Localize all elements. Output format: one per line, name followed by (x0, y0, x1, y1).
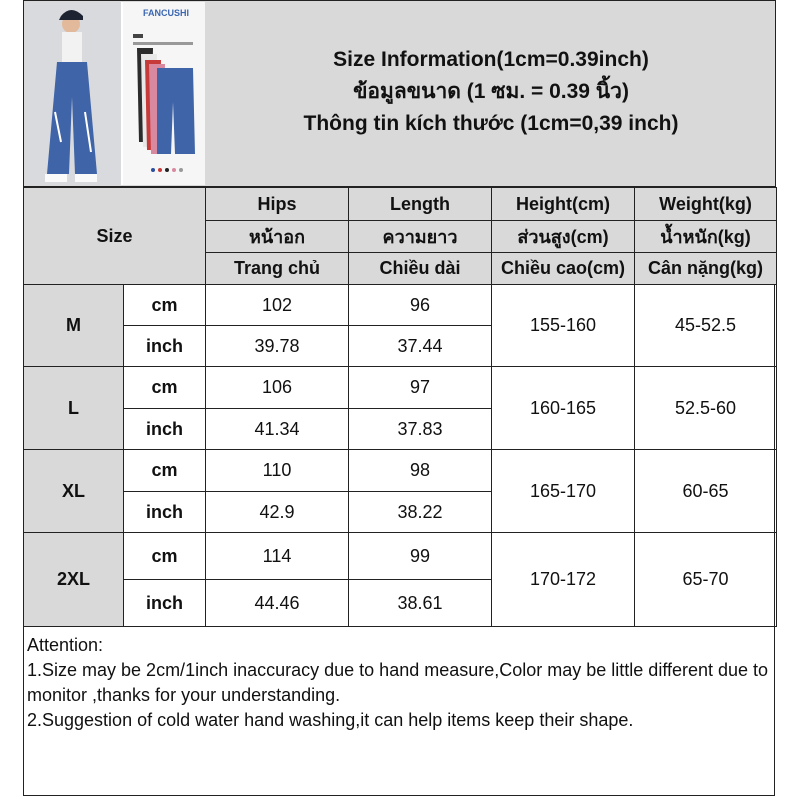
hips-cm: 102 (206, 285, 349, 326)
height-range: 155-160 (492, 285, 635, 367)
brand-logo: FANCUSHI (143, 8, 190, 18)
col-header-hips-en: Hips (206, 188, 349, 221)
col-header-height-en: Height(cm) (492, 188, 635, 221)
length-cm: 99 (349, 533, 492, 580)
header-title-block (206, 44, 776, 140)
col-header-height-vi: Chiều cao(cm) (492, 253, 635, 285)
size-label-xl: XL (24, 450, 124, 533)
weight-range: 65-70 (635, 533, 777, 627)
weight-range: 60-65 (635, 450, 777, 533)
col-header-length-th: ความยาว (349, 221, 492, 253)
title-english: Size Information(1cm=0.39inch) (333, 48, 649, 71)
length-inch: 37.83 (349, 409, 492, 450)
unit-cm: cm (124, 533, 206, 580)
length-inch: 38.61 (349, 580, 492, 627)
height-range: 165-170 (492, 450, 635, 533)
col-header-weight-th: น้ำหนัก(kg) (635, 221, 777, 253)
notes-heading: Attention: (27, 635, 104, 655)
hips-inch: 39.78 (206, 326, 349, 367)
col-header-hips-th: หน้าอก (206, 221, 349, 253)
weight-range: 45-52.5 (635, 285, 777, 367)
col-header-length-en: Length (349, 188, 492, 221)
length-inch: 37.44 (349, 326, 492, 367)
product-photo (25, 2, 205, 185)
hips-inch: 41.34 (206, 409, 349, 450)
unit-inch: inch (124, 580, 206, 627)
hips-inch: 44.46 (206, 580, 349, 627)
unit-inch: inch (124, 409, 206, 450)
title-vietnamese: Thông tin kích thước (1cm=0,39 inch) (303, 112, 679, 135)
note-washing: 2.Suggestion of cold water hand washing,it can help items keep their shape. (27, 710, 634, 730)
hips-cm: 114 (206, 533, 349, 580)
unit-cm: cm (124, 450, 206, 492)
col-header-height-th: ส่วนสูง(cm) (492, 221, 635, 253)
weight-range: 52.5-60 (635, 367, 777, 450)
col-header-weight-en: Weight(kg) (635, 188, 777, 221)
size-label-l: L (24, 367, 124, 450)
model-photo (25, 2, 121, 185)
col-header-weight-vi: Cân nặng(kg) (635, 253, 777, 285)
col-header-length-vi: Chiều dài (349, 253, 492, 285)
model-figure-icon (25, 2, 121, 185)
height-range: 160-165 (492, 367, 635, 450)
hips-cm: 110 (206, 450, 349, 492)
length-cm: 98 (349, 450, 492, 492)
title-thai: ข้อมูลขนาด (1 ซม. = 0.39 นิ้ว) (353, 80, 629, 103)
unit-inch: inch (124, 326, 206, 367)
length-inch: 38.22 (349, 492, 492, 533)
unit-cm: cm (124, 285, 206, 326)
color-variants-photo (123, 2, 205, 185)
length-cm: 97 (349, 367, 492, 409)
hips-inch: 42.9 (206, 492, 349, 533)
hips-cm: 106 (206, 367, 349, 409)
size-header: Size (24, 188, 206, 285)
size-table (23, 187, 777, 627)
note-measurement: 1.Size may be 2cm/1inch inaccuracy due to hand measure,Color may be little different due to monitor ,thanks for your understanding. (27, 660, 769, 705)
stacked-pants-icon (123, 2, 205, 185)
attention-notes (27, 633, 772, 733)
length-cm: 96 (349, 285, 492, 326)
col-header-hips-vi: Trang chủ (206, 253, 349, 285)
unit-cm: cm (124, 367, 206, 409)
unit-inch: inch (124, 492, 206, 533)
size-label-m: M (24, 285, 124, 367)
height-range: 170-172 (492, 533, 635, 627)
size-label-2xl: 2XL (24, 533, 124, 627)
